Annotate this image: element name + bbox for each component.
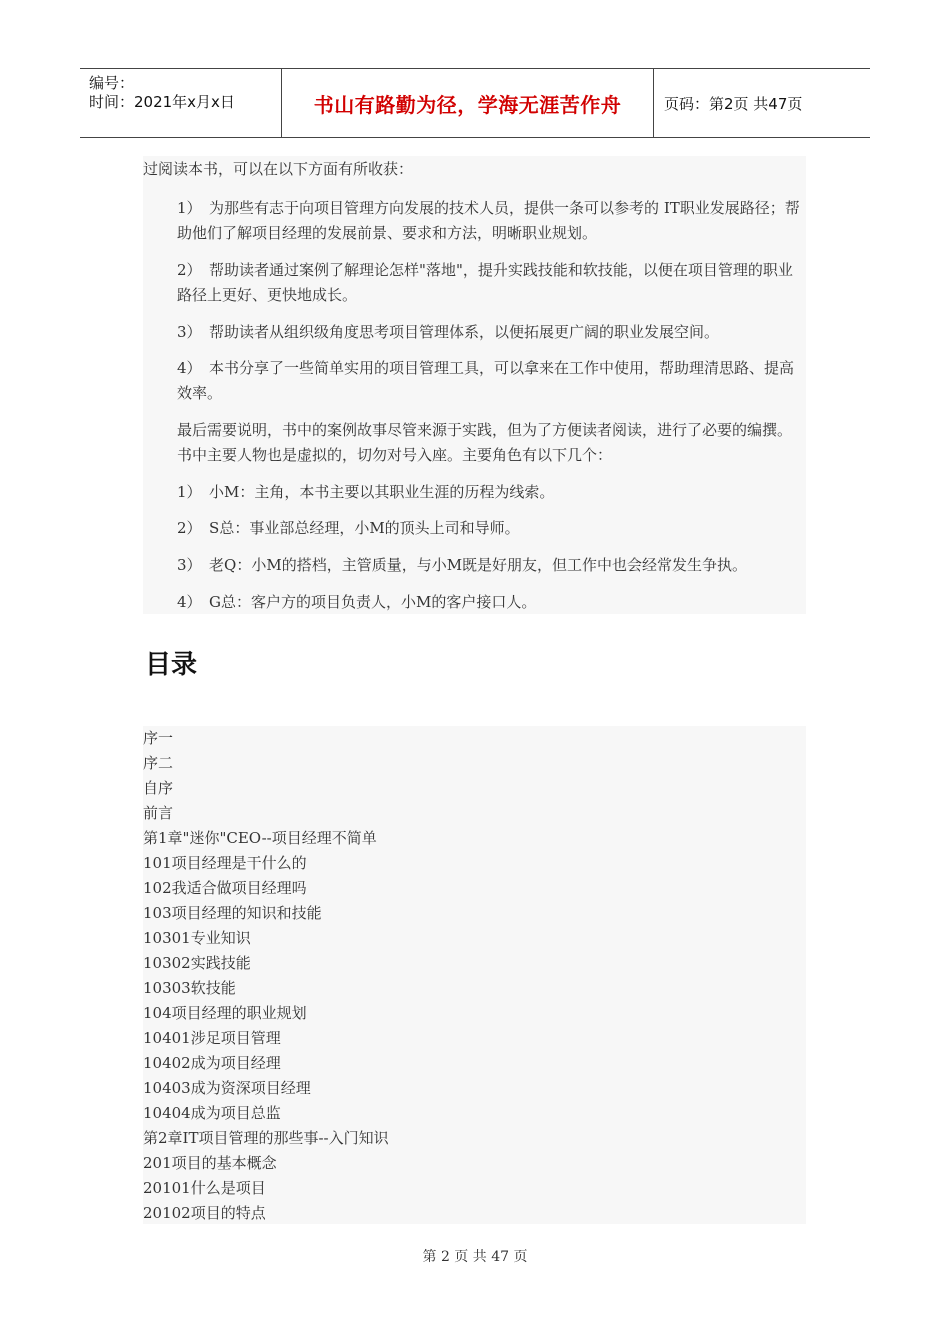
header-motto-cell [282,69,654,137]
toc-item[interactable]: 10302实践技能 [143,954,251,972]
toc-item[interactable]: 10401涉足项目管理 [143,1029,281,1047]
toc-item[interactable]: 自序 [143,779,174,797]
toc-item[interactable]: 10303软技能 [143,979,236,997]
role-item-2: 2） S总：事业部总经理，小M的顶头上司和导师。 [177,519,520,537]
toc-item[interactable]: 序一 [143,729,174,747]
toc-item[interactable]: 序二 [143,754,174,772]
toc-list [143,726,806,1224]
toc-item[interactable]: 104项目经理的职业规划 [143,1004,307,1022]
toc-item[interactable]: 101项目经理是干什么的 [143,854,307,872]
role-item-4: 4） G总：客户方的项目负责人，小M的客户接口人。 [177,593,537,611]
toc-item[interactable]: 10301专业知识 [143,929,251,947]
toc-item[interactable]: 第2章IT项目管理的那些事--入门知识 [143,1129,389,1147]
toc-item[interactable]: 20102项目的特点 [143,1204,266,1222]
toc-item[interactable]: 第1章"迷你"CEO--项目经理不简单 [143,829,377,847]
toc-item[interactable]: 10402成为项目经理 [143,1054,281,1072]
toc-item[interactable]: 103项目经理的知识和技能 [143,904,322,922]
page-header [80,68,870,138]
toc-item[interactable]: 10403成为资深项目经理 [143,1079,311,1097]
toc-item[interactable]: 102我适合做项目经理吗 [143,879,307,897]
gain-item-2: 2） 帮助读者通过案例了解理论怎样"落地"，提升实践技能和软技能，以便在项目管理的职业路径上更好、更快地成长。 [177,261,793,304]
header-meta-cell [80,69,282,137]
gain-item-3: 3） 帮助读者从组织级角度思考项目管理体系，以便拓展更广阔的职业发展空间。 [177,323,720,341]
toc-title: 目录 [145,650,198,680]
gain-item-4: 4） 本书分享了一些简单实用的项目管理工具，可以拿来在工作中使用，帮助理清思路、提高效率。 [177,359,795,402]
page-footer: 第 2 页 共 47 页 [422,1249,528,1265]
toc-item[interactable]: 10404成为项目总监 [143,1104,281,1122]
document-number-label: 编号： [89,74,135,92]
header-page-info: 页码：第2页 共47页 [664,94,803,113]
toc-item[interactable]: 前言 [143,804,174,822]
intro-note: 最后需要说明，书中的案例故事尽管来源于实践，但为了方便读者阅读，进行了必要的编撰。书中主要人物也是虚拟的，切勿对号入座。主要角色有以下几个： [177,421,793,464]
document-date: 时间：2021年x月x日 [89,93,235,111]
gain-item-1: 1） 为那些有志于向项目管理方向发展的技术人员，提供一条可以参考的 IT职业发展路径；帮助他们了解项目经理的发展前景、要求和方法，明晰职业规划。 [177,199,800,242]
role-item-3: 3） 老Q：小M的搭档，主管质量，与小M既是好朋友，但工作中也会经常发生争执。 [177,556,748,574]
toc-item[interactable]: 20101什么是项目 [143,1179,266,1197]
intro-section [143,156,806,614]
role-item-1: 1） 小M：主角，本书主要以其职业生涯的历程为线索。 [177,483,555,501]
header-motto: 书山有路勤为径，学海无涯苦作舟 [313,92,622,117]
toc-item[interactable]: 201项目的基本概念 [143,1154,277,1172]
intro-lead: 过阅读本书，可以在以下方面有所收获： [143,160,414,178]
